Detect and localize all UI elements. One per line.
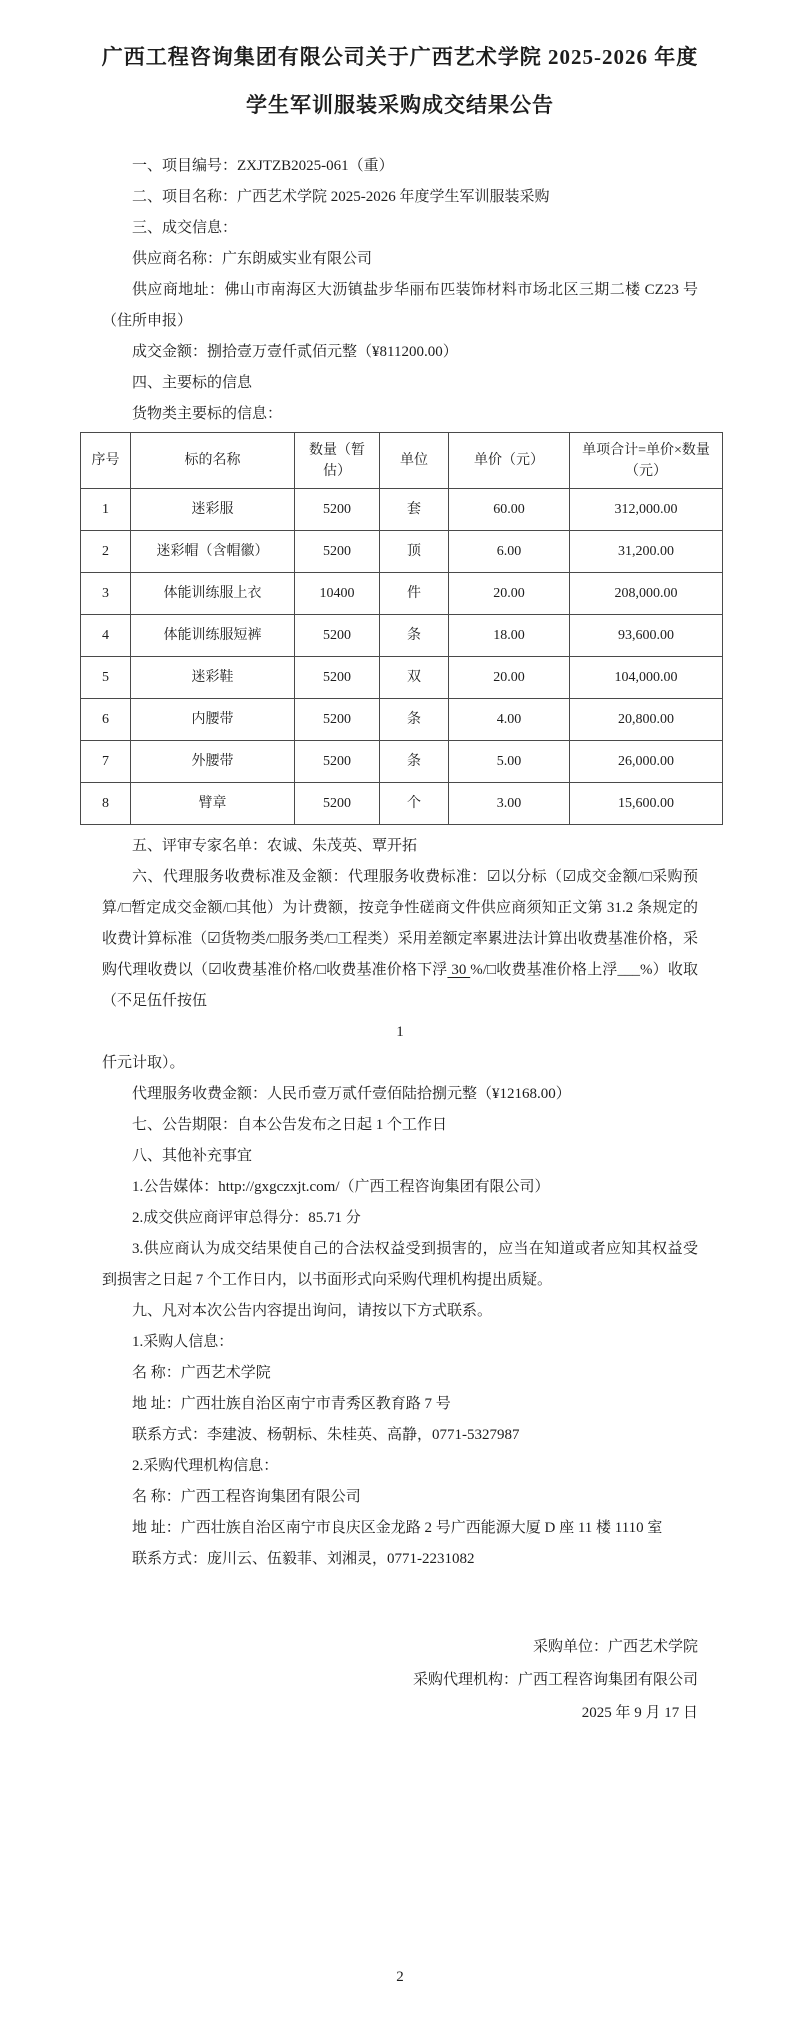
cell-unit-price: 3.00: [449, 783, 570, 825]
para-supplier-address: 供应商地址：佛山市南海区大沥镇盐步华丽布匹装饰材料市场北区三期二楼 CZ23 号（住所申报）: [102, 282, 698, 329]
cell-unit: 顶: [380, 531, 449, 573]
col-header-index: 序号: [81, 433, 131, 489]
para-project-name: 二、项目名称：广西艺术学院 2025-2026 年度学生军训服装采购: [132, 189, 550, 205]
cell-quantity: 5200: [295, 783, 380, 825]
para-main-subject-heading: 四、主要标的信息: [132, 375, 253, 391]
title-line-2: 学生军训服装采购成交结果公告: [246, 93, 554, 117]
cell-unit-price: 20.00: [449, 657, 570, 699]
cell-unit-price: 18.00: [449, 615, 570, 657]
para-contact-heading: 九、凡对本次公告内容提出询问，请按以下方式联系。: [132, 1303, 493, 1319]
para-goods-subject-label: 货物类主要标的信息：: [132, 406, 283, 422]
fee-standard-text: 六、代理服务收费标准及金额：代理服务收费标准：☑以分标（☑成交金额/□采购预算/□暂定成交金额/□其他）为计费额，按竞争性磋商文件供应商须知正文第 31.2 条规定的收费计算标准（☑货物类/□服务类/□工程类）采用差额定率累进法计算出收费基准价格，采购代理收费以（☑收费基准价格/□收费基准价格下浮: [102, 869, 698, 978]
title-line-1: 广西工程咨询集团有限公司关于广西艺术学院 2025-2026 年度: [101, 45, 699, 69]
cell-subtotal: 312,000.00: [570, 489, 723, 531]
cell-index: 6: [81, 699, 131, 741]
para-supplier-name: 供应商名称：广东朗威实业有限公司: [132, 251, 373, 267]
para-other-matters-heading: 八、其他补充事宜: [132, 1148, 253, 1164]
cell-quantity: 5200: [295, 489, 380, 531]
col-header-subtotal: 单项合计=单价×数量（元）: [570, 433, 723, 489]
para-deal-info-heading: 三、成交信息：: [132, 220, 238, 236]
header-row: [81, 433, 723, 489]
document-title: [0, 0, 800, 129]
para-agency-fee-standard: [102, 862, 698, 1017]
cell-unit: 件: [380, 573, 449, 615]
para-agency-contact: 联系方式：庞川云、伍毅菲、刘湘灵，0771-2231082: [132, 1551, 475, 1567]
cell-index: 8: [81, 783, 131, 825]
col-header-item-name: 标的名称: [131, 433, 295, 489]
cell-subtotal: 20,800.00: [570, 699, 723, 741]
page-number-2: 2: [396, 1969, 404, 1985]
cell-item-name: 体能训练服短裤: [131, 615, 295, 657]
para-score: 2.成交供应商评审总得分：85.71 分: [132, 1210, 361, 1226]
signature-date: 2025 年 9 月 17 日: [581, 1705, 698, 1721]
cell-subtotal: 15,600.00: [570, 783, 723, 825]
cell-quantity: 5200: [295, 657, 380, 699]
cell-item-name: 迷彩服: [131, 489, 295, 531]
cell-quantity: 10400: [295, 573, 380, 615]
cell-item-name: 外腰带: [131, 741, 295, 783]
table-row: [81, 783, 723, 825]
para-agency-fee-standard-cont: 仟元计取）。: [102, 1055, 185, 1071]
para-media: 1.公告媒体：http://gxgczxjt.com/（广西工程咨询集团有限公司）: [132, 1179, 550, 1195]
col-header-unit-price: 单价（元）: [449, 433, 570, 489]
cell-unit: 条: [380, 615, 449, 657]
para-agency-heading: 2.采购代理机构信息：: [132, 1458, 279, 1474]
fee-standard-text-tail: %/□收费基准价格上浮___%）收取（不足伍仟按伍: [102, 962, 698, 1009]
table-row: [81, 615, 723, 657]
cell-item-name: 内腰带: [131, 699, 295, 741]
cell-index: 7: [81, 741, 131, 783]
cell-subtotal: 26,000.00: [570, 741, 723, 783]
table-row: [81, 699, 723, 741]
cell-item-name: 迷彩帽（含帽徽）: [131, 531, 295, 573]
cell-quantity: 5200: [295, 741, 380, 783]
subject-table-header: [81, 433, 723, 489]
cell-item-name: 迷彩鞋: [131, 657, 295, 699]
cell-index: 3: [81, 573, 131, 615]
table-row: [81, 531, 723, 573]
para-purchaser-contact: 联系方式：李建波、杨朝标、朱桂英、高静，0771-5327987: [132, 1427, 520, 1443]
cell-item-name: 体能训练服上衣: [131, 573, 295, 615]
para-deal-amount: 成交金额：捌拾壹万壹仟贰佰元整（¥811200.00）: [132, 344, 458, 360]
fee-discount-value: 30: [447, 962, 471, 978]
document-body: [0, 151, 800, 1730]
signature-block: [102, 1631, 698, 1730]
para-announcement-period: 七、公告期限：自本公告发布之日起 1 个工作日: [132, 1117, 448, 1133]
table-row: [81, 489, 723, 531]
cell-unit: 个: [380, 783, 449, 825]
para-objection: 3.供应商认为成交结果使自己的合法权益受到损害的，应当在知道或者应知其权益受到损害之日起 7 个工作日内，以书面形式向采购代理机构提出质疑。: [102, 1241, 698, 1288]
col-header-unit: 单位: [380, 433, 449, 489]
cell-unit-price: 20.00: [449, 573, 570, 615]
subject-table-body: [81, 489, 723, 825]
cell-quantity: 5200: [295, 615, 380, 657]
cell-subtotal: 93,600.00: [570, 615, 723, 657]
cell-unit-price: 4.00: [449, 699, 570, 741]
cell-subtotal: 31,200.00: [570, 531, 723, 573]
cell-unit: 套: [380, 489, 449, 531]
cell-unit: 双: [380, 657, 449, 699]
cell-index: 2: [81, 531, 131, 573]
cell-subtotal: 104,000.00: [570, 657, 723, 699]
cell-unit: 条: [380, 699, 449, 741]
cell-index: 4: [81, 615, 131, 657]
cell-index: 1: [81, 489, 131, 531]
cell-unit-price: 60.00: [449, 489, 570, 531]
cell-index: 5: [81, 657, 131, 699]
para-project-number: 一、项目编号：ZXJTZB2025-061（重）: [132, 158, 394, 174]
para-experts: 五、评审专家名单：农诚、朱茂英、覃开拓: [132, 838, 418, 854]
cell-quantity: 5200: [295, 531, 380, 573]
para-purchaser-name: 名 称：广西艺术学院: [132, 1365, 271, 1381]
para-agency-fee-amount: 代理服务收费金额：人民币壹万贰仟壹佰陆拾捌元整（¥12168.00）: [132, 1086, 571, 1102]
table-row: [81, 657, 723, 699]
para-purchaser-heading: 1.采购人信息：: [132, 1334, 234, 1350]
subject-table: [80, 432, 723, 825]
para-agency-address: 地 址：广西壮族自治区南宁市良庆区金龙路 2 号广西能源大厦 D 座 11 楼 1110 室: [132, 1520, 663, 1536]
page-number-1: 1: [396, 1024, 404, 1040]
para-agency-name: 名 称：广西工程咨询集团有限公司: [132, 1489, 361, 1505]
cell-unit-price: 6.00: [449, 531, 570, 573]
cell-item-name: 臂章: [131, 783, 295, 825]
signature-agency: 采购代理机构：广西工程咨询集团有限公司: [412, 1672, 698, 1688]
table-row: [81, 741, 723, 783]
col-header-quantity: 数量（暂估）: [295, 433, 380, 489]
signature-purchaser: 采购单位：广西艺术学院: [532, 1639, 698, 1655]
cell-unit-price: 5.00: [449, 741, 570, 783]
cell-quantity: 5200: [295, 699, 380, 741]
para-purchaser-address: 地 址：广西壮族自治区南宁市青秀区教育路 7 号: [132, 1396, 451, 1412]
cell-unit: 条: [380, 741, 449, 783]
cell-subtotal: 208,000.00: [570, 573, 723, 615]
table-row: [81, 573, 723, 615]
